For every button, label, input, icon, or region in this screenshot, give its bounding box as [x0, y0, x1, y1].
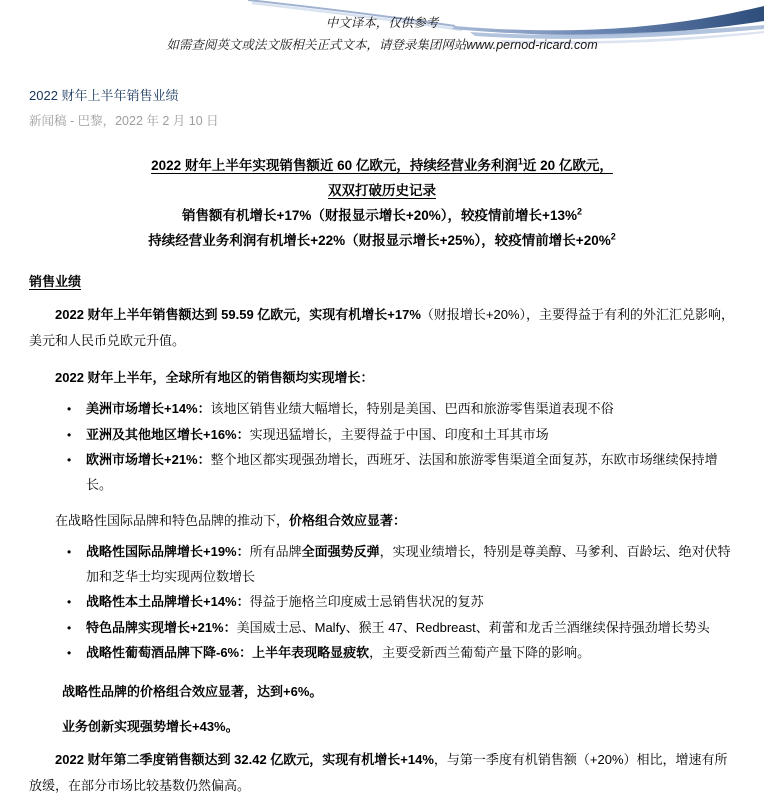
headline-block [29, 153, 735, 253]
translation-notice-line1: 中文译本，仅供参考 [325, 16, 439, 30]
list-item-specialty-brands: • 特色品牌实现增长+21%：美国威士忌、Malfy、猴王 47、Redbreast、莉蕾和龙舌兰酒继续保持强劲增长势头 [65, 616, 735, 641]
dateline: 新闻稿 - 巴黎，2022 年 2 月 10 日 [29, 114, 219, 128]
list-item-local-brands: • 战略性本土品牌增长+14%：得益于施格兰印度威士忌销售状况的复苏 [65, 590, 735, 615]
bullet-icon: • [67, 427, 72, 442]
list-item-international-brands: • 战略性国际品牌增长+19%：所有品牌全面强势反弹，实现业绩增长，特别是尊美醇、马爹利、百龄坛、绝对伏特加和芝华士均实现两位数增长 [65, 540, 735, 589]
region-bullet-list [65, 397, 735, 497]
section-heading-sales: 销售业绩 [29, 274, 82, 289]
bullet-icon: • [67, 646, 72, 660]
list-item-americas: • 美洲市场增长+14%：该地区销售业绩大幅增长，特别是美国、巴西和旅游零售渠道表现不俗 [65, 397, 735, 422]
translation-notice-line2: 如需查阅英文或法文版相关正式文本，请登录集团网站www.pernod-ricard.com [166, 38, 598, 52]
bullet-icon: • [67, 402, 72, 416]
bullet-icon: • [67, 620, 72, 635]
footnote-ref-2: 2 [576, 206, 582, 217]
bullet-icon: • [67, 453, 72, 467]
list-item-asia: • 亚洲及其他地区增长+16%：实现迅猛增长，主要得益于中国、印度和土耳其市场 [65, 423, 735, 448]
document-body [0, 87, 764, 799]
paragraph-q2-sales: 2022 财年第二季度销售额达到 32.42 亿欧元，实现有机增长+14%，与第一季度有机销售额（+20%）相比，增速有所放缓，在部分市场比较基数仍然偏高。 [29, 751, 728, 793]
headline-line4: 持续经营业务利润有机增长+22%（财报显示增长+25%），较疫情前增长+20%$^2$ [148, 231, 616, 248]
page-title: 2022 财年上半年销售业绩 [29, 88, 179, 103]
pricing-effect-line: 战略性品牌的价格组合效应显著，达到+6%。 [62, 683, 323, 699]
list-item-wine-brands: • 战略性葡萄酒品牌下降-6%：上半年表现略显疲软，主要受新西兰葡萄产量下降的影响。 [65, 641, 735, 666]
paragraph-brands-intro: 在战略性国际品牌和特色品牌的推动下，价格组合效应显著： [55, 513, 407, 528]
paragraph-h1-sales: 2022 财年上半年销售额达到 59.59 亿欧元，实现有机增长+17%（财报增长+20%），主要得益于有利的外汇汇兑影响，美元和人民币兑欧元升值。 [29, 307, 735, 348]
bullet-icon: • [67, 545, 72, 559]
innovation-growth-line: 业务创新实现强势增长+43%。 [62, 718, 239, 734]
bullet-icon: • [67, 595, 72, 609]
footnote-ref-2b: 2 [610, 231, 616, 242]
brand-bullet-list [65, 540, 735, 666]
headline-line1: 2022 财年上半年实现销售额近 60 亿欧元，持续经营业务利润$^1$近 20 亿欧元， [151, 156, 613, 173]
translation-notice [0, 0, 764, 56]
paragraph-regions-intro: 2022 财年上半年，全球所有地区的销售额均实现增长： [55, 370, 374, 385]
headline-line2: 双双打破历史记录 [328, 183, 436, 198]
footnote-ref-1: 1 [517, 156, 523, 167]
headline-line3: 销售额有机增长+17%（财报显示增长+20%），较疫情前增长+13%$^2$ [182, 206, 582, 223]
list-item-europe: • 欧洲市场增长+21%：整个地区都实现强劲增长，西班牙、法国和旅游零售渠道全面复苏，东欧市场继续保持增长。 [65, 448, 735, 497]
